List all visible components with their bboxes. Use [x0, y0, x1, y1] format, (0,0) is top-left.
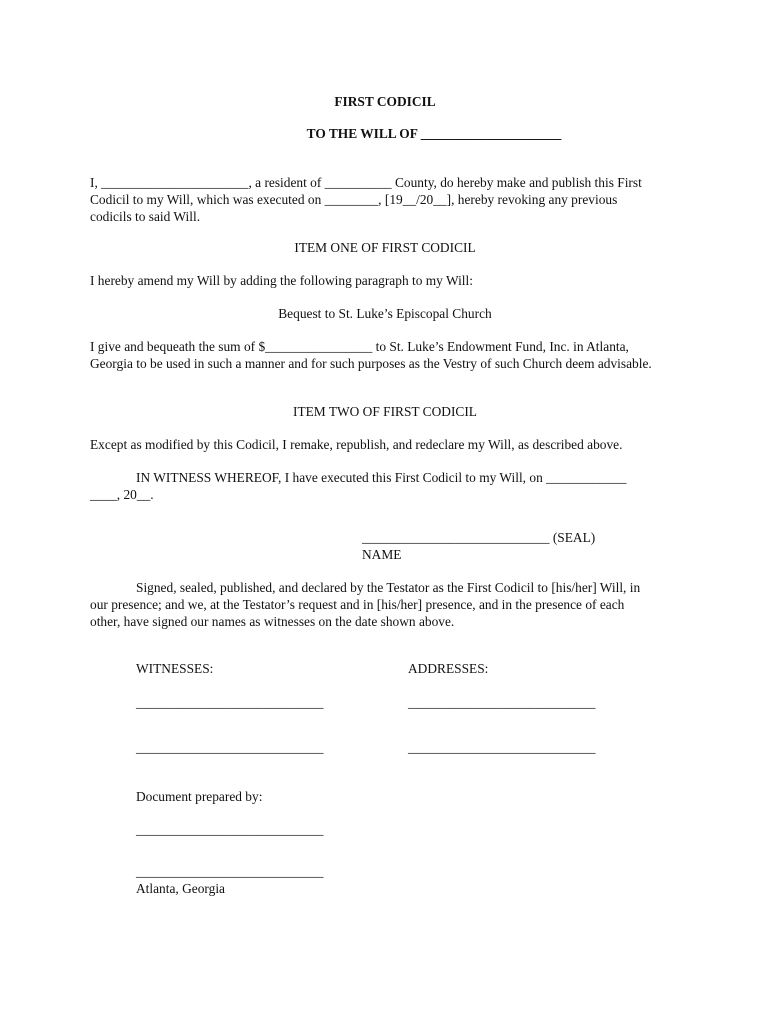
signature-name-label: NAME	[362, 547, 402, 562]
item-two-heading: ITEM TWO OF FIRST CODICIL	[292, 404, 477, 419]
bequest-line-2: Georgia to be used in such a manner and for such purposes as the Vestry of such Church deem advisable.	[90, 356, 652, 371]
addresses-label: ADDRESSES:	[408, 661, 489, 676]
witness-address-line-1: ____________________________	[408, 695, 596, 710]
witness-signature-line-2: ____________________________	[136, 740, 324, 755]
item-one-amend-text: I hereby amend my Will by adding the following paragraph to my Will:	[90, 273, 473, 288]
prepared-by-line-2: ____________________________	[136, 864, 324, 879]
attestation-line-1: Signed, sealed, published, and declared by the Testator as the First Codicil to [his/her] Will, in	[136, 580, 641, 595]
document-subtitle: TO THE WILL OF _____________________	[306, 126, 562, 141]
witness-clause-line-1: IN WITNESS WHEREOF, I have executed this First Codicil to my Will, on ____________	[136, 470, 627, 485]
bequest-title: Bequest to St. Luke’s Episcopal Church	[278, 306, 492, 321]
intro-line-2: Codicil to my Will, which was executed on ________, [19__/20__], hereby revoking any previous	[90, 192, 618, 207]
signature-line: ____________________________ (SEAL)	[362, 530, 596, 545]
bequest-line-1: I give and bequeath the sum of $________________ to St. Luke’s Endowment Fund, Inc. in Atlanta,	[90, 339, 629, 354]
prepared-by-line-1: ____________________________	[136, 822, 324, 837]
intro-line-3: codicils to said Will.	[90, 209, 201, 224]
attestation-line-2: our presence; and we, at the Testator’s request and in [his/her] presence, and in the presence of each	[90, 597, 625, 612]
prepared-by-location: Atlanta, Georgia	[136, 881, 225, 896]
document-title: FIRST CODICIL	[334, 94, 436, 109]
witness-signature-line-1: ____________________________	[136, 695, 324, 710]
item-one-heading: ITEM ONE OF FIRST CODICIL	[294, 240, 476, 255]
prepared-by-label: Document prepared by:	[136, 789, 263, 804]
witness-address-line-2: ____________________________	[408, 740, 596, 755]
witnesses-label: WITNESSES:	[136, 661, 214, 676]
witness-clause-line-2: ____, 20__.	[90, 487, 154, 502]
intro-line-1: I, ______________________, a resident of __________ County, do hereby make and publish this First	[90, 175, 642, 190]
attestation-line-3: other, have signed our names as witnesses on the date shown above.	[90, 614, 455, 629]
item-two-text: Except as modified by this Codicil, I remake, republish, and redeclare my Will, as described above.	[90, 437, 623, 452]
